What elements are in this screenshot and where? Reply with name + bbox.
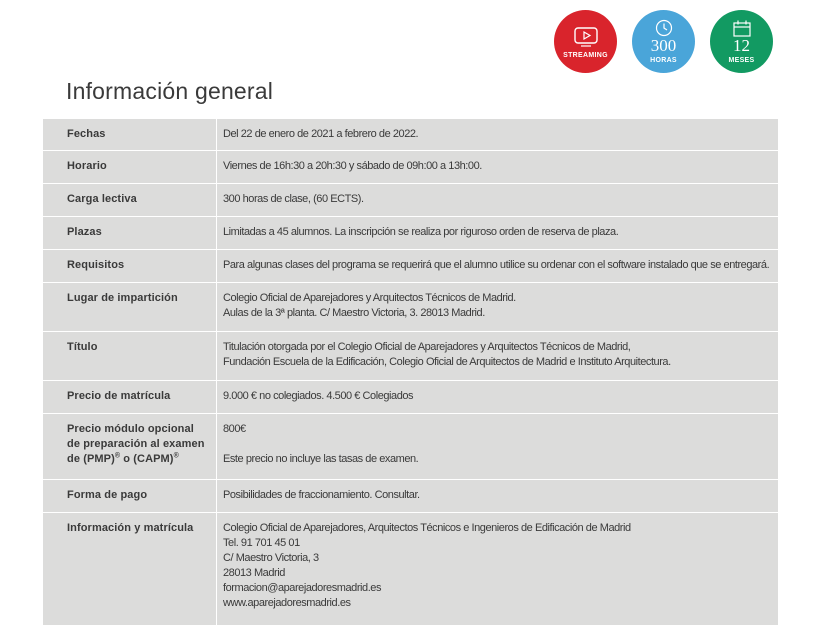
row-value: Para algunas clases del programa se requerirá que el alumno utilice su ordenar con el software instalado que se entregará.	[217, 250, 779, 283]
registered-mark: ®	[114, 452, 121, 460]
row-value	[217, 414, 779, 480]
label-part: o (CAPM)	[120, 453, 174, 465]
label-line: de preparación al examen	[67, 438, 205, 450]
label-line: Precio módulo opcional	[67, 423, 194, 435]
value-line: Fundación Escuela de la Edificación, Colegio Oficial de Arquitectos de Madrid e Instituto Arquitectura.	[223, 356, 671, 368]
row-label: Requisitos	[43, 250, 217, 283]
play-screen-icon	[571, 25, 601, 49]
hours-badge	[632, 10, 695, 73]
row-label: Precio de matrícula	[43, 381, 217, 414]
row-value: Posibilidades de fraccionamiento. Consultar.	[217, 480, 779, 513]
row-label: Información y matrícula	[43, 513, 217, 626]
value-line: Colegio Oficial de Aparejadores y Arquitectos Técnicos de Madrid.	[223, 292, 516, 304]
badge-label: MESES	[728, 57, 755, 64]
badge-number: 300	[650, 36, 677, 55]
registered-mark: ®	[173, 452, 179, 460]
address-line: C/ Maestro Victoria, 3	[223, 552, 319, 564]
label-line	[67, 452, 208, 467]
value-line: Titulación otorgada por el Colegio Oficial de Aparejadores y Arquitectos Técnicos de Madrid,	[223, 341, 631, 353]
row-value	[217, 513, 779, 626]
row-label: Carga lectiva	[43, 184, 217, 217]
postal-line: 28013 Madrid	[223, 567, 285, 579]
page-title: Información general	[66, 78, 274, 104]
clock-icon	[654, 19, 674, 37]
table-row	[43, 414, 779, 480]
email-link[interactable]: formacion@aparejadoresmadrid.es	[223, 582, 382, 594]
table-row	[43, 381, 779, 414]
row-label: Forma de pago	[43, 480, 217, 513]
table-row	[43, 217, 779, 250]
row-value: 9.000 € no colegiados. 4.500 € Colegiados	[217, 381, 779, 414]
value-note: Este precio no incluye las tasas de examen.	[223, 453, 419, 465]
table-row	[43, 151, 779, 184]
months-badge	[710, 10, 773, 73]
table-row	[43, 480, 779, 513]
row-value	[217, 283, 779, 332]
badges-group	[554, 10, 773, 73]
row-label: Plazas	[43, 217, 217, 250]
row-value: Viernes de 16h:30 a 20h:30 y sábado de 09h:00 a 13h:00.	[217, 151, 779, 184]
row-label	[43, 414, 217, 480]
calendar-icon	[731, 19, 753, 37]
row-value	[217, 332, 779, 381]
table-row	[43, 184, 779, 217]
spacer	[223, 437, 770, 452]
row-value: Limitadas a 45 alumnos. La inscripción se realiza por riguroso orden de reserva de plaza.	[217, 217, 779, 250]
table-row	[43, 283, 779, 332]
row-label: Lugar de impartición	[43, 283, 217, 332]
value-line: Aulas de la 3ª planta. C/ Maestro Victoria, 3. 28013 Madrid.	[223, 307, 485, 319]
row-label: Fechas	[43, 119, 217, 151]
table-row	[43, 119, 779, 151]
label-part: de (PMP)	[67, 453, 115, 465]
badge-label: HORAS	[650, 57, 677, 64]
row-label: Título	[43, 332, 217, 381]
website-link[interactable]: www.aparejadoresmadrid.es	[223, 597, 351, 609]
row-value: Del 22 de enero de 2021 a febrero de 2022.	[217, 119, 779, 151]
badge-label: STREAMING	[563, 51, 608, 59]
table-row	[43, 513, 779, 626]
row-value: 300 horas de clase, (60 ECTS).	[217, 184, 779, 217]
row-label: Horario	[43, 151, 217, 184]
badge-number: 12	[733, 36, 750, 55]
value-line: Colegio Oficial de Aparejadores, Arquitectos Técnicos e Ingenieros de Edificación de Madrid	[223, 522, 631, 534]
table-row	[43, 250, 779, 283]
table-row	[43, 332, 779, 381]
value-line: 800€	[223, 423, 246, 435]
phone-line: Tel. 91 701 45 01	[223, 537, 300, 549]
info-table	[42, 118, 779, 626]
streaming-badge	[554, 10, 617, 73]
